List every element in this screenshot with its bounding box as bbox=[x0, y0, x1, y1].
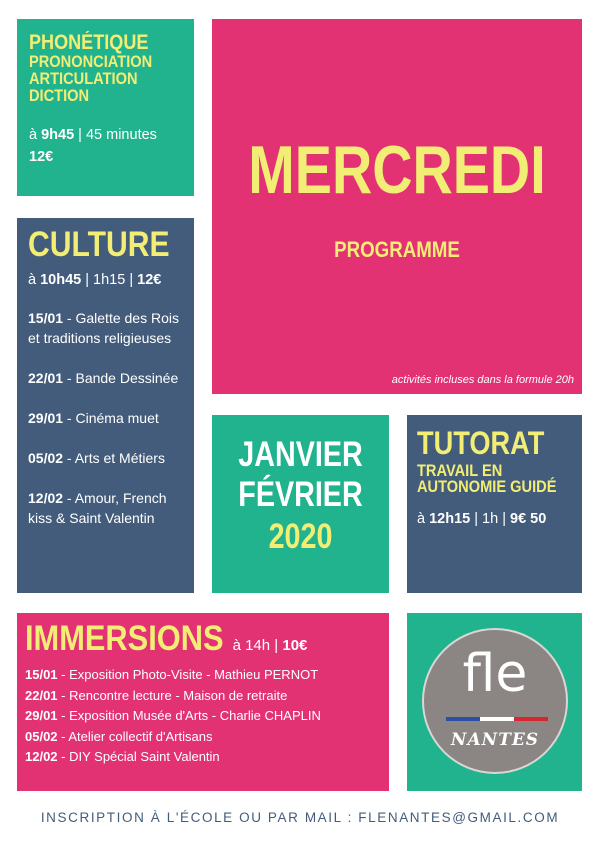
immersions-item-date: 05/02 bbox=[25, 728, 58, 744]
footer-contact: INSCRIPTION À L'ÉCOLE OU PAR MAIL : FLENANTES@GMAIL.COM bbox=[40, 810, 560, 825]
mercredi-title: MERCREDI bbox=[248, 132, 546, 208]
phonetique-time: 9h45 bbox=[41, 127, 75, 143]
phonetique-duration: | 45 minutes bbox=[74, 127, 157, 143]
flag-white bbox=[480, 717, 514, 721]
tutorat-panel bbox=[407, 415, 582, 593]
tutorat-time-prefix: à bbox=[417, 511, 430, 527]
tutorat-schedule bbox=[417, 509, 582, 529]
list-item bbox=[25, 747, 389, 768]
immersions-price: 10€ bbox=[282, 637, 308, 654]
flag-red bbox=[514, 717, 548, 721]
culture-item-text: - Galette des Rois et traditions religieuses bbox=[28, 310, 179, 346]
culture-list bbox=[28, 308, 194, 528]
tutorat-subtitle: TRAVAIL EN AUTONOMIE GUIDÉ bbox=[417, 461, 557, 496]
list-item bbox=[28, 368, 194, 388]
mercredi-note: activités incluses dans la formule 20h bbox=[391, 374, 574, 386]
immersions-item-text: - Exposition Photo-Visite - Mathieu PERNOT bbox=[57, 667, 319, 682]
immersions-item-date: 29/01 bbox=[25, 708, 58, 723]
culture-title: CULTURE bbox=[28, 225, 170, 264]
immersions-item-date: 12/02 bbox=[25, 749, 58, 764]
culture-item-date: 22/01 bbox=[28, 370, 64, 386]
logo-city: NANTES bbox=[450, 730, 540, 750]
culture-duration: | 1h15 | bbox=[81, 272, 138, 288]
culture-item-date: 05/02 bbox=[28, 450, 64, 466]
list-item bbox=[28, 488, 194, 528]
immersions-item-text: - Rencontre lecture - Maison de retraite bbox=[57, 687, 288, 703]
culture-item-text: - Amour, French kiss & Saint Valentin bbox=[28, 490, 167, 526]
phonetique-title: PHONÉTIQUE bbox=[29, 31, 149, 54]
list-item bbox=[28, 308, 194, 348]
period-month-2: FÉVRIER bbox=[238, 475, 363, 514]
flag-blue bbox=[446, 717, 480, 721]
culture-time: 10h45 bbox=[40, 272, 82, 288]
immersions-panel bbox=[17, 613, 389, 791]
french-flag-bar bbox=[446, 717, 548, 721]
immersions-item-text: - Atelier collectif d'Artisans bbox=[57, 728, 213, 744]
period-month-1: JANVIER bbox=[238, 435, 363, 474]
list-item bbox=[28, 448, 194, 468]
mercredi-subtitle: PROGRAMME bbox=[334, 237, 460, 262]
list-item bbox=[28, 408, 194, 428]
culture-item-date: 15/01 bbox=[28, 310, 64, 326]
culture-item-text: - Arts et Métiers bbox=[63, 450, 165, 466]
culture-item-text: - Bande Dessinée bbox=[63, 370, 179, 386]
list-item bbox=[25, 706, 389, 727]
phonetique-line-1: PRONONCIATION bbox=[29, 52, 153, 71]
culture-item-date: 12/02 bbox=[28, 490, 64, 506]
phonetique-price: 12€ bbox=[29, 149, 54, 165]
culture-schedule bbox=[28, 270, 194, 290]
list-item bbox=[25, 665, 389, 686]
phonetique-schedule bbox=[29, 124, 194, 168]
culture-price: 12€ bbox=[137, 272, 162, 288]
phonetique-line-3: DICTION bbox=[29, 86, 90, 105]
fle-nantes-logo bbox=[422, 628, 568, 774]
phonetique-line-2: ARTICULATION bbox=[29, 69, 138, 88]
logo-word: fle bbox=[462, 644, 528, 704]
immersions-title: IMMERSIONS bbox=[25, 619, 224, 658]
list-item bbox=[25, 727, 389, 748]
culture-panel bbox=[17, 218, 194, 593]
culture-item-date: 29/01 bbox=[28, 410, 64, 426]
phonetique-panel bbox=[17, 19, 194, 196]
immersions-item-date: 15/01 bbox=[25, 667, 58, 682]
period-year: 2020 bbox=[268, 517, 333, 556]
culture-time-prefix: à bbox=[28, 272, 41, 288]
tutorat-price: 9€ 50 bbox=[510, 511, 547, 527]
tutorat-title: TUTORAT bbox=[417, 425, 545, 461]
period-panel bbox=[212, 415, 389, 593]
phonetique-time-prefix: à bbox=[29, 127, 42, 143]
immersions-list bbox=[25, 665, 389, 768]
mercredi-panel bbox=[212, 19, 582, 394]
culture-item-text: - Cinéma muet bbox=[63, 410, 159, 426]
list-item bbox=[25, 686, 389, 707]
immersions-schedule bbox=[233, 637, 308, 654]
immersions-time: à 14h | bbox=[232, 637, 283, 654]
immersions-header bbox=[25, 619, 389, 659]
logo-panel bbox=[407, 613, 582, 791]
immersions-item-text: - Exposition Musée d'Arts - Charlie CHAPLIN bbox=[57, 708, 321, 723]
tutorat-duration: | 1h | bbox=[470, 511, 510, 527]
tutorat-time: 12h15 bbox=[429, 511, 471, 527]
immersions-item-text: - DIY Spécial Saint Valentin bbox=[57, 749, 220, 764]
immersions-item-date: 22/01 bbox=[25, 687, 58, 703]
